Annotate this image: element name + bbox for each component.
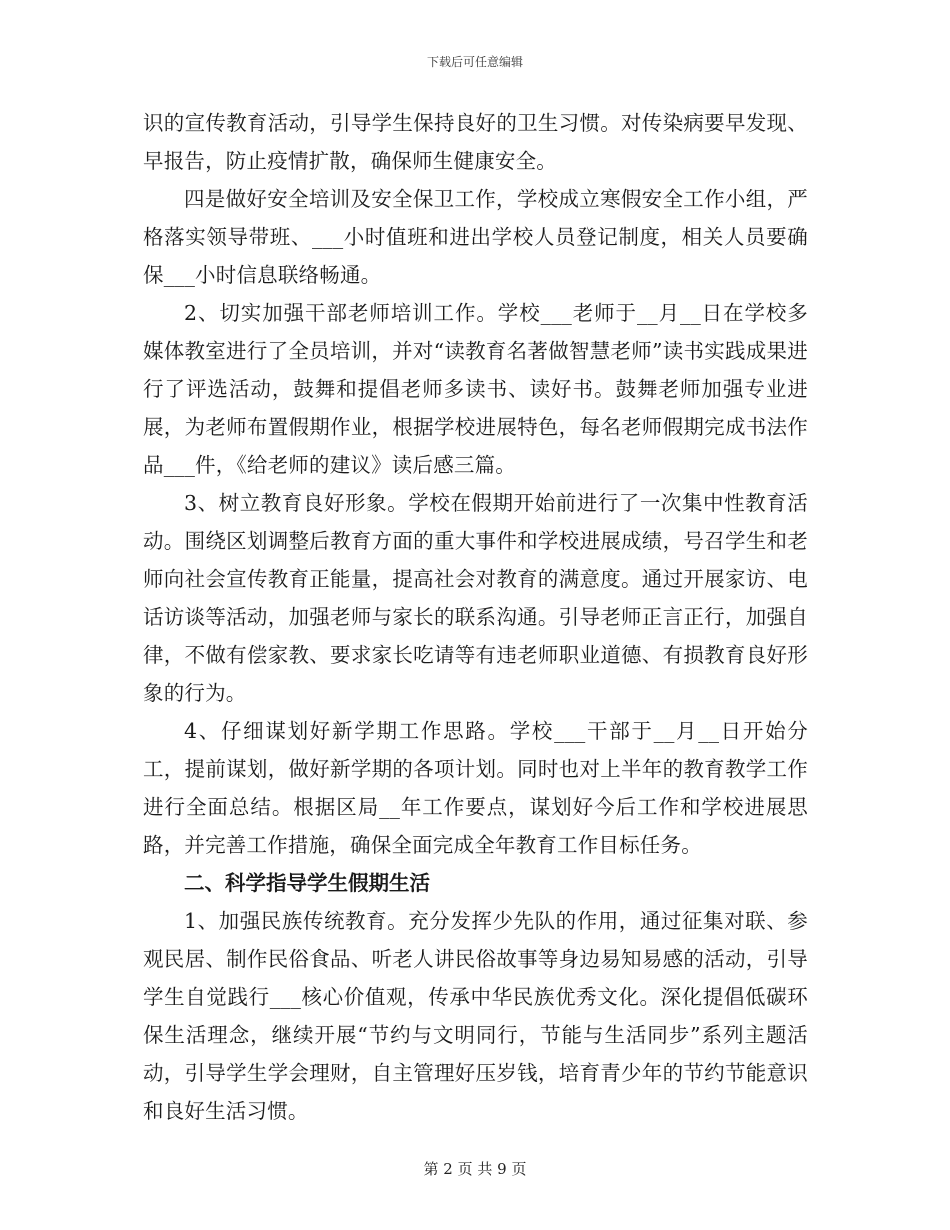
paragraph-education-image: 3、树立教育良好形象。学校在假期开始前进行了一次集中性教育活动。围绕区划调整后教育方面的重大事件和学校进展成绩，号召学生和老师向社会宣传教育正能量，提高社会对教育的满意度。通过开展家访、电话访谈等活动，加强老师与家长的联系沟通。引导老师正言正行，加强自律，不做有偿家教、要求家长吃请等有违老师职业道德、有损教育良好形象的行为。 [143, 491, 808, 705]
paragraph-continued: 识的宣传教育活动，引导学生保持良好的卫生习惯。对传染病要早发现、早报告，防止疫情扩散，确保师生健康安全。 [143, 111, 808, 173]
section-heading: 二、科学指导学生假期生活 [184, 871, 430, 895]
page-number: 第 2 页 共 9 页 [423, 1160, 527, 1178]
page-header-note: 下载后可任意编辑 [426, 55, 523, 69]
paragraph-safety-training: 四是做好安全培训及安全保卫工作，学校成立寒假安全工作小组，严格落实领导带班、___小时值班和进出学校人员登记制度，相关人员要确保___小时信息联络畅通。 [143, 187, 808, 287]
paragraph-traditional-education: 1、加强民族传统教育。充分发挥少先队的作用，通过征集对联、参观民居、制作民俗食品、听老人讲民俗故事等身边易知易感的活动，引导学生自觉践行___核心价值观，传承中华民族优秀文化。深化提倡低碳环保生活理念，继续开展“节约与文明同行，节能与生活同步”系列主题活动，引导学生学会理财，自主管理好压岁钱，培育青少年的节约节能意识和良好生活习惯。 [143, 909, 808, 1123]
paragraph-teacher-training: 2、切实加强干部老师培训工作。学校___老师于__月__日在学校多媒体教室进行了全员培训，并对“读教育名著做智慧老师”读书实践成果进行了评选活动，鼓舞和提倡老师多读书、读好书。鼓舞老师加强专业进展，为老师布置假期作业，根据学校进展特色，每名老师假期完成书法作品___件，《给老师的建议》读后感三篇。 [143, 301, 808, 477]
paragraph-new-semester-plan: 4、仔细谋划好新学期工作思路。学校___干部于__月__日开始分工，提前谋划，做好新学期的各项计划。同时也对上半年的教育教学工作进行全面总结。根据区局__年工作要点，谋划好今后工作和学校进展思路，并完善工作措施，确保全面完成全年教育工作目标任务。 [143, 719, 808, 857]
document-body [143, 104, 808, 1130]
